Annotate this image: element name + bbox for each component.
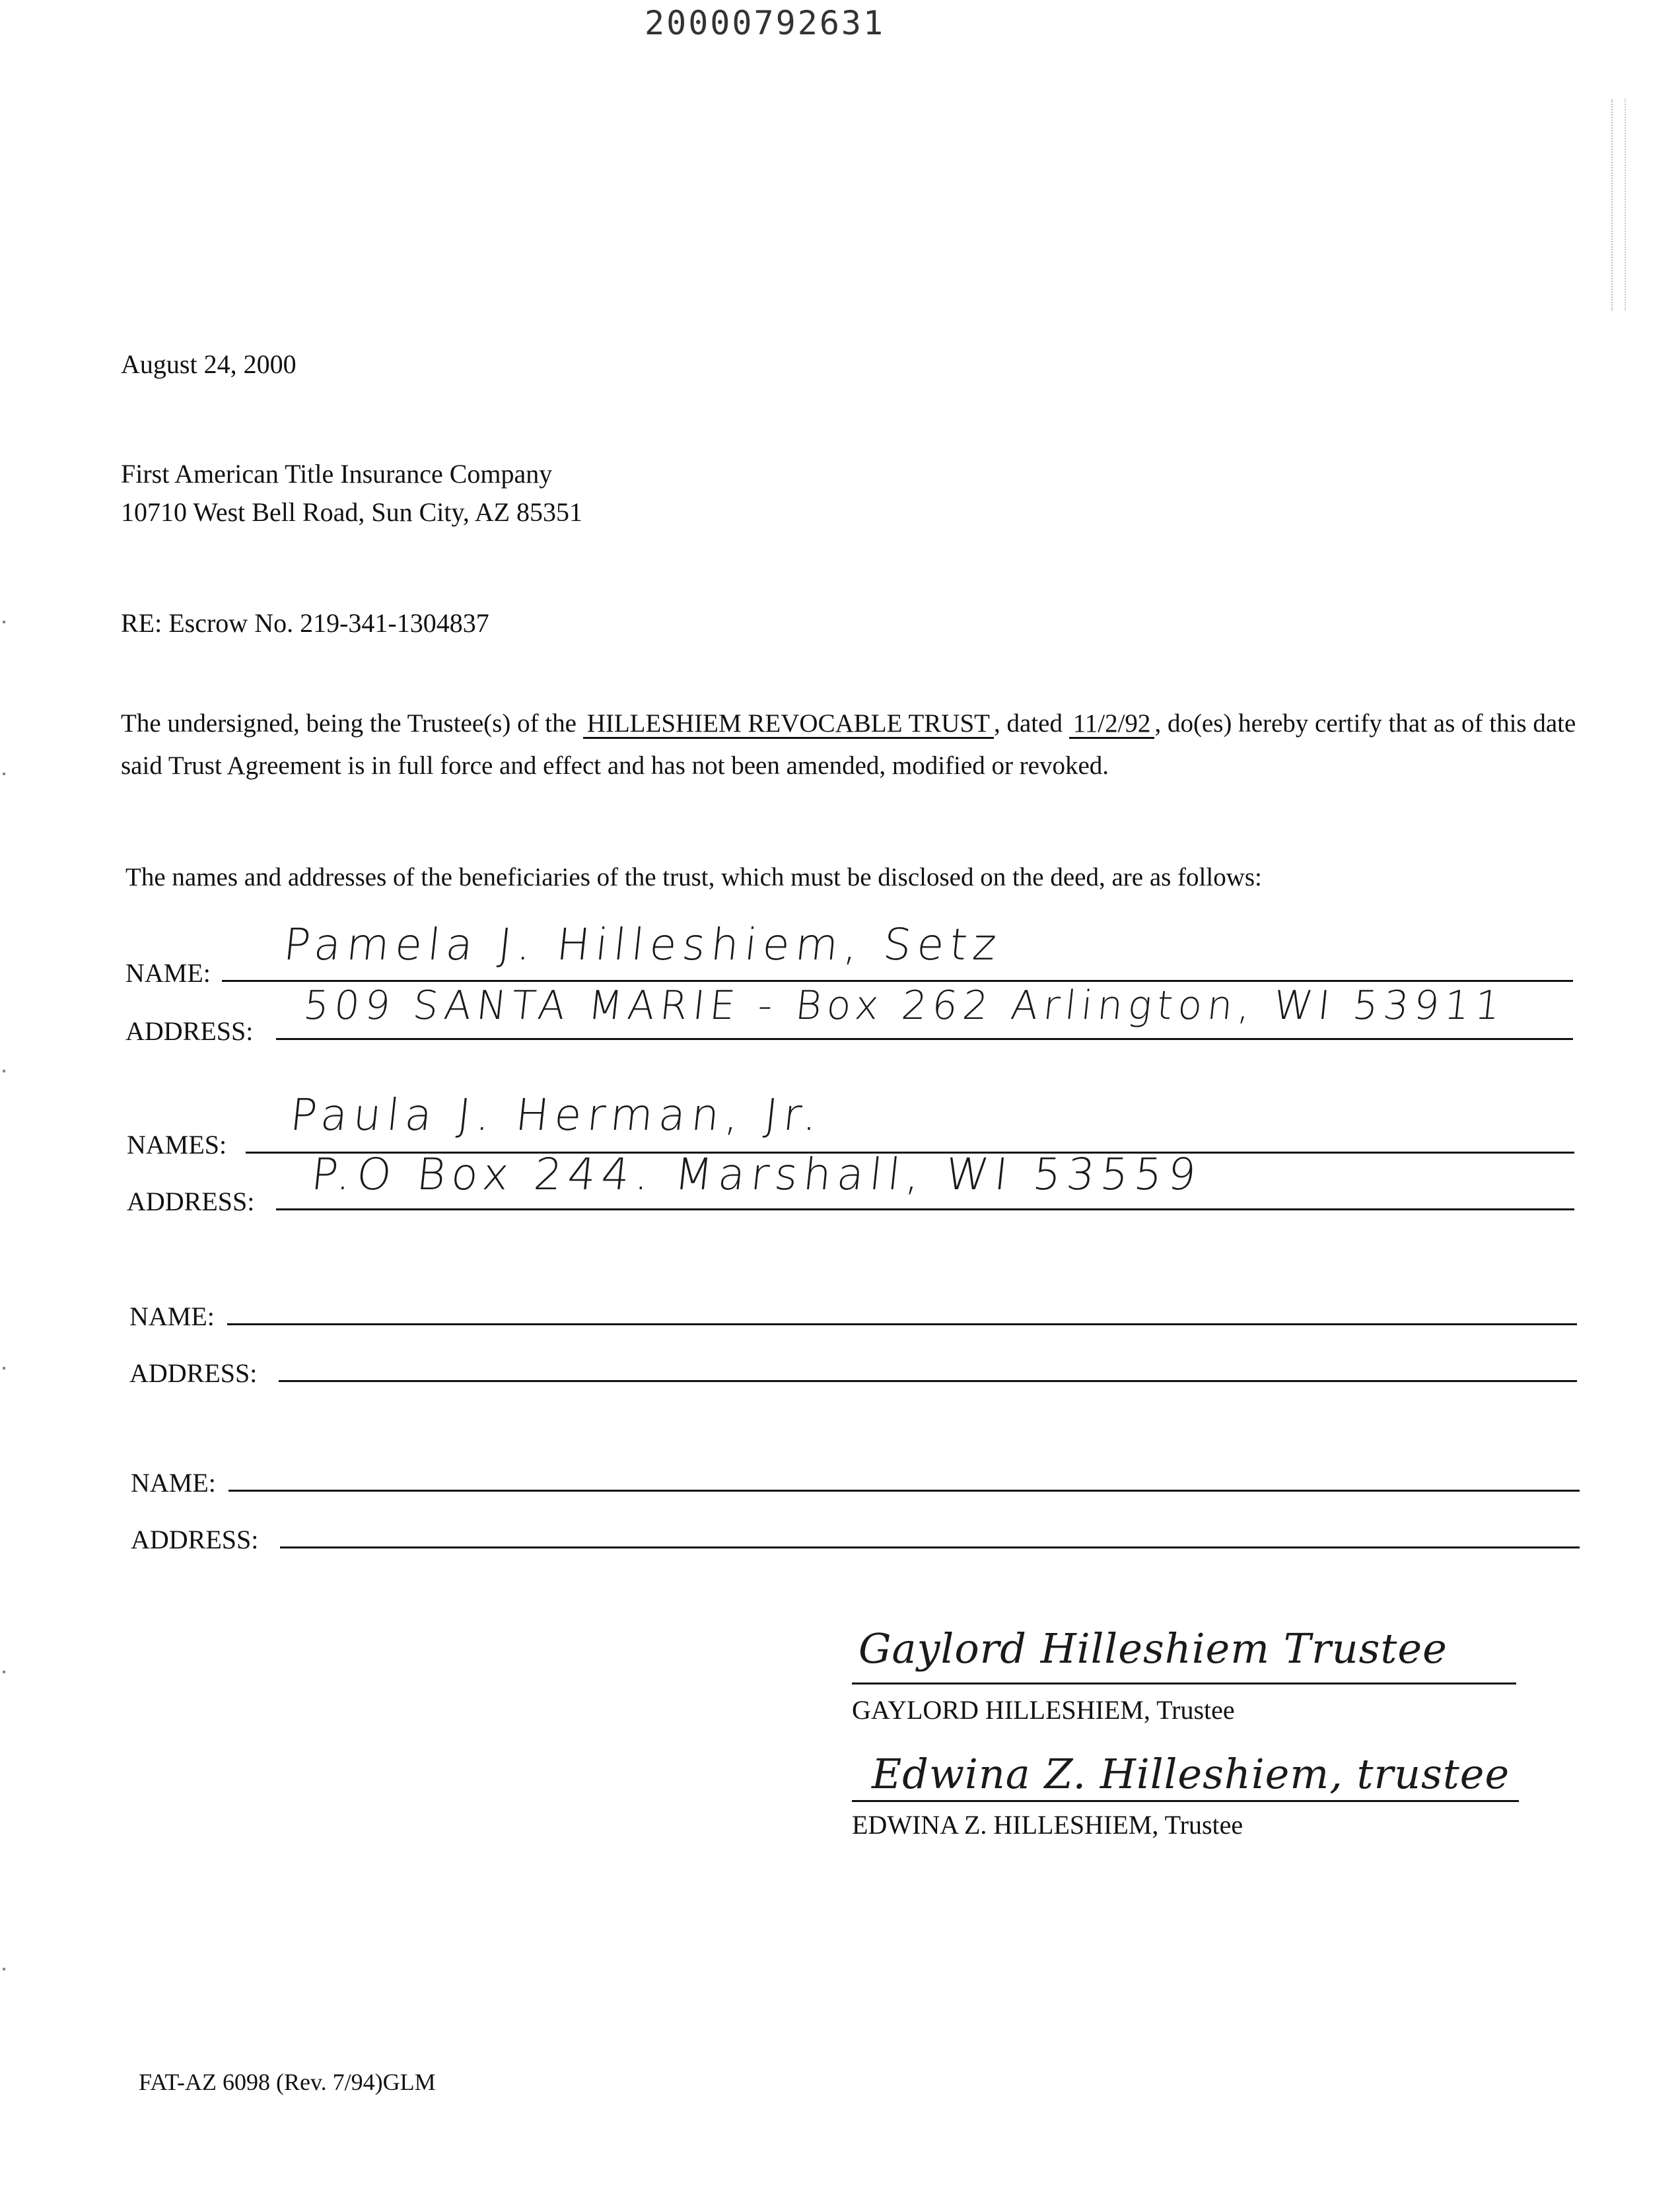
signature-line bbox=[852, 1800, 1519, 1802]
name-label: NAME: bbox=[129, 1302, 215, 1331]
signature-gaylord: Gaylord Hilleshiem Trustee bbox=[858, 1624, 1448, 1673]
certification-text: The undersigned, being the Trustee(s) of the bbox=[121, 709, 577, 738]
signer-name-gaylord: GAYLORD HILLESHIEM, Trustee bbox=[852, 1695, 1235, 1725]
recipient-company: First American Title Insurance Company bbox=[121, 459, 553, 489]
beneficiary-name: Pamela J. Hilleshiem, Setz bbox=[281, 919, 1005, 970]
scan-margin-mark bbox=[1611, 99, 1626, 310]
scan-speck bbox=[3, 1070, 5, 1072]
scan-speck bbox=[3, 1367, 5, 1370]
beneficiary-name: Paula J. Herman, Jr. bbox=[287, 1090, 826, 1140]
name-line bbox=[228, 1490, 1580, 1492]
scan-speck bbox=[3, 773, 5, 775]
signature-line bbox=[852, 1683, 1516, 1684]
address-line bbox=[279, 1380, 1577, 1382]
scan-speck bbox=[3, 1671, 5, 1673]
beneficiary-address: 509 SANTA MARIE - Box 262 Arlington, WI 53911 bbox=[301, 983, 1508, 1029]
names-label: NAMES: bbox=[127, 1130, 227, 1160]
certification-text: , dated bbox=[993, 709, 1063, 738]
name-line bbox=[222, 980, 1573, 982]
address-line bbox=[280, 1546, 1580, 1548]
address-line bbox=[276, 1038, 1573, 1040]
trust-date: 11/2/92 bbox=[1069, 711, 1155, 739]
address-line bbox=[276, 1208, 1574, 1210]
signer-name-edwina: EDWINA Z. HILLESHIEM, Trustee bbox=[852, 1810, 1243, 1840]
address-label: ADDRESS: bbox=[127, 1187, 255, 1216]
beneficiary-address: P.O Box 244. Marshall, WI 53559 bbox=[308, 1149, 1205, 1200]
letter-date: August 24, 2000 bbox=[121, 349, 297, 379]
address-label: ADDRESS: bbox=[129, 1358, 258, 1388]
beneficiaries-intro: The names and addresses of the beneficiaries of the trust, which must be disclosed on the deed, are as follows: bbox=[125, 863, 1262, 891]
recipient-address: 10710 West Bell Road, Sun City, AZ 85351 bbox=[121, 497, 583, 527]
address-label: ADDRESS: bbox=[125, 1016, 254, 1046]
scan-speck bbox=[3, 621, 5, 623]
escrow-reference: RE: Escrow No. 219-341-1304837 bbox=[121, 608, 489, 638]
signature-edwina: Edwina Z. Hilleshiem, trustee bbox=[872, 1750, 1510, 1798]
scan-speck bbox=[3, 1968, 5, 1970]
name-line bbox=[227, 1323, 1577, 1325]
trust-certification bbox=[121, 703, 1587, 787]
form-code: FAT-AZ 6098 (Rev. 7/94)GLM bbox=[139, 2069, 436, 2095]
name-label: NAME: bbox=[131, 1468, 216, 1498]
certification-text: , do(es) hereby certify that as of this date said Trust Agreement is in full force and effect and has not been amended, modified or revoked. bbox=[121, 709, 1576, 780]
name-label: NAME: bbox=[125, 958, 211, 988]
address-label: ADDRESS: bbox=[131, 1525, 259, 1554]
document-number: 20000792631 bbox=[645, 4, 886, 42]
trust-name: HILLESHIEM REVOCABLE TRUST bbox=[583, 711, 994, 739]
